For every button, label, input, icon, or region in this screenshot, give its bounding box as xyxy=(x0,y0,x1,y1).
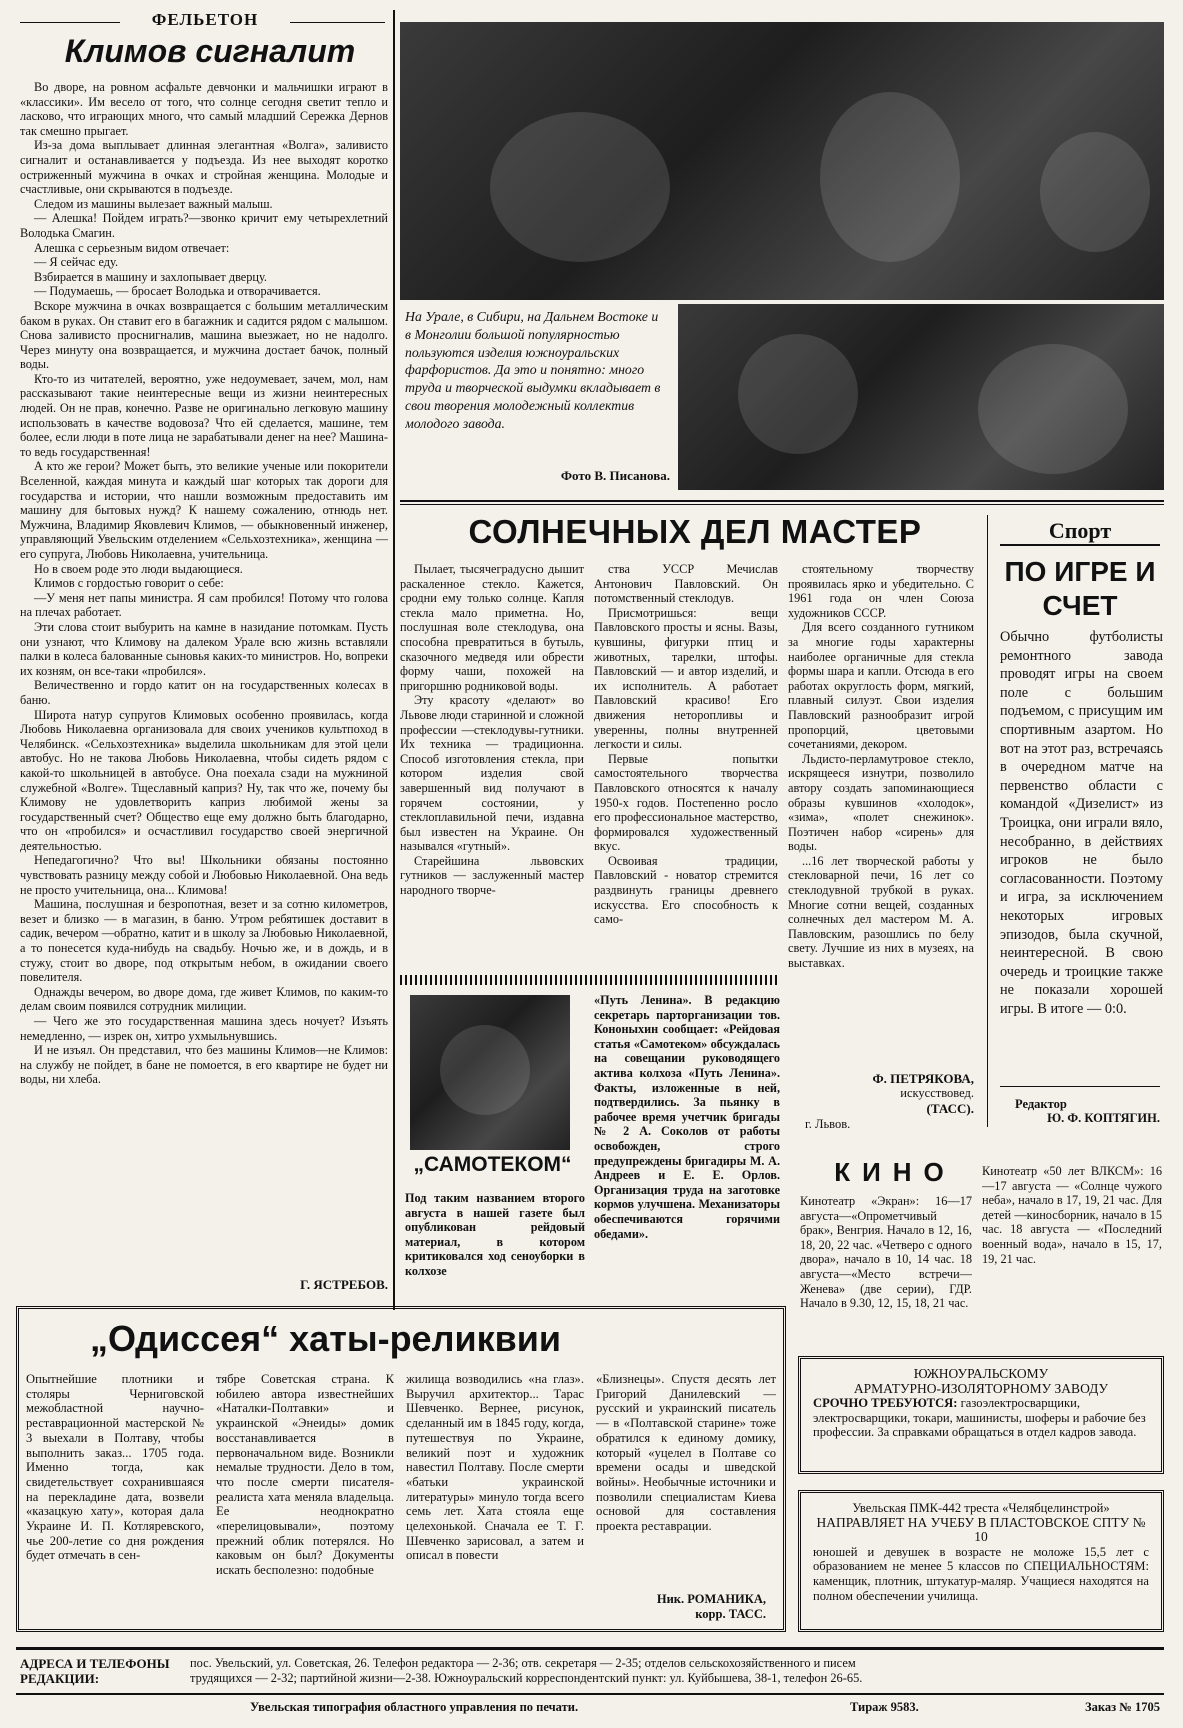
feuilleton-paragraphs-paragraph: Но в своем роде это люди выдающиеся. xyxy=(34,561,243,576)
glass-col2-paragraph: Присмотришься: вещи Павловского просты и ясны. Вазы, кувшины, фигурки птиц и животных, тарелки, штофы. Павловский — и автор изделий, и их исполнитель. А работает Павловский красиво! Его движения неторопливы и уверенны, полны внутренней легкости и силы. xyxy=(594,605,778,752)
samotek-photo xyxy=(410,995,570,1150)
factory-ad-body: газоэлектросварщики, электросварщики, токари, машинисты, шоферы и рабочие без профессии. За справками обращаться в отдел кадров завода. xyxy=(813,1396,1146,1440)
school-ad xyxy=(798,1490,1164,1632)
school-ad-body: юношей и девушек в возрасте не моложе 15,5 лет с образованием не менее 5 классов по СПЕЦИАЛЬНОСТЯМ: каменщик, плотник, штукатур-маляр. Учащиеся находятся на полном обеспечении училища. xyxy=(813,1544,1149,1603)
feuilleton-paragraphs-paragraph: —У меня нет папы министра. Я сам пробился! Потому что голова на плечах работает. xyxy=(20,590,388,620)
kino-col1: Кинотеатр «Экран»: 16—17 августа—«Опрометчивый брак», Венгрия. Начало в 12, 16, 18, 20, 22 час. «Четверо с одного двора», начало в 10, 14 час. 18 августа—«Место встречи—Женева» (две серии), ГДР. Начало в 9.30, 12, 15, 18, 21 час. xyxy=(800,1194,972,1311)
feuilleton-paragraphs-paragraph: Машина, послушная и безропотная, везет и за сотню километров, везет и близко — в магазин, в баню. Утром ребятишек доставит в садик, вечером —обратно, катит и в школу за Любовью Николаевной, а то понесется куда-нибудь на свадьбу. Ночью же, и в дождь, и в стужу, стоит во дворе, под открытым небом, в ожидании своего повелителя. xyxy=(20,897,388,985)
glass-author-role: искусствовед. xyxy=(900,1086,974,1100)
kino-col2: Кинотеатр «50 лет ВЛКСМ»: 16—17 августа — «Солнце чужого неба», начало в 17, 19, 21 час. Для детей —киносборник, начало в 15 час. 18 августа — «Последний военный вода», начало в 15, 17, 19, 21 час. xyxy=(982,1164,1162,1266)
factory-ad xyxy=(798,1356,1164,1474)
odyssey-col1: Опытнейшие плотники и столяры Черниговской межобластной научно-реставрационной мастерской № 3 выехали в Полтаву, чтобы выполнить заказ... 1705 года. Именно тогда, как свидетельствует сохранившаяся на перекладине дата, возвели «казацкую хату», которая дала Украине И. П. Котляревского, чье 200-летие со дня рождения будет отмечать в сен- xyxy=(26,1372,204,1563)
porcelain-photo-top xyxy=(400,22,1164,300)
sport-headline: ПО ИГРЕ И СЧЕТ xyxy=(1004,556,1156,621)
glass-col3-paragraph: ...16 лет творческой работы у стекловарной печи, 16 лет со стеклодувной трубкой в руках. Многие сотни вещей, созданных солнечных дел мастером М. А. Павловским, разошлись по белу свету. Лучшие из них в музеях, на выставках. xyxy=(788,853,974,971)
factory-ad-line3: СРОЧНО ТРЕБУЮТСЯ: xyxy=(813,1396,958,1411)
feuilleton-paragraphs-paragraph: — Алешка! Пойдем играть?—звонко кричит ему четырехлетний Володька Смагин. xyxy=(20,211,388,240)
glass-col1-paragraph: Старейшина львовских гутников — заслуженный мастер народного творче- xyxy=(400,853,584,898)
sport-body: Обычно футболисты ремонтного завода проводят игры на своем поле с большим подъемом, с присущим им спортивным азартом. Но вот на этот раз, встречаясь в очередном матче на первенство области с командой «Дизелист» из Троицка, они играли вяло, несобранно, в действиях игроков не было согласованности. Поэтому и игра, за исключением некоторых игровых эпизодов, была скучной, неинтересной. В свою очередь и троицкие также не показали хорошей игры. В итоге — 0:0. xyxy=(1000,629,1163,1017)
feuilleton-paragraphs-paragraph: Эти слова стоит выбурить на камне в назидание потомкам. Пусть они узнают, что Климову на далеком Урале всю жизнь вставляли палки в колеса балованные сыновья каких-то министров. Но, вопреки их козням, он все-таки «пробился». xyxy=(20,619,388,678)
feuilleton-headline: Климов сигналит xyxy=(64,33,356,69)
feuilleton-paragraphs-paragraph: — Подумаешь, — бросает Володька и отворачивается. xyxy=(34,284,321,299)
odyssey-headline: „Одиссея“ хаты-реликвии xyxy=(90,1318,561,1359)
photo-credit: Фото В. Писанова. xyxy=(560,468,670,483)
glass-agency: (ТАСС). xyxy=(926,1101,974,1116)
feuilleton-paragraphs-paragraph: Однажды вечером, во дворе дома, где живет Климов, по каким-то делам своим появился сотрудник милиции. xyxy=(20,984,388,1014)
odyssey-col4: «Близнецы». Спустя десять лет Григорий Данилевский — русский и украинский писатель — в «Полтавской старине» тоже обратился к единому домику, который «уцелел в Полтаве со времени осады и шведской войны». Необычные источники и позволили специалистам Киева основой для составления проекта реставрации. xyxy=(596,1372,776,1534)
odyssey-author-role: корр. ТАСС. xyxy=(695,1607,766,1621)
feuilleton-paragraphs-paragraph: И не изъял. Он представил, что без машины Климов—не Климов: на службу не пойдет, в бане не помоется, в его квартире не будет ни воды, ни хлеба. xyxy=(20,1043,388,1087)
footer-address-line2: трудящихся — 2-32; партийной жизни—2-38. Южноуральский корреспондентский пункт: ул. Куйбышева, 38-1, телефон 26-65. xyxy=(190,1671,863,1685)
samotek-divider xyxy=(400,975,780,985)
feuilleton-paragraphs-paragraph: Кто-то из читателей, вероятно, уже недоумевает, зачем, мол, нам рассказывают такие неинтересные вещи из жизни неинтересных людей. Он не прав, конечно. Разве не оригинально легковую машину использовать в качестве водовоза? Что ей сделается, машине, тем более, если люди в поте лица не зарабатывали денег на нее? Машина-то ведь государственная! xyxy=(20,371,388,459)
glass-col1-paragraph: Эту красоту «делают» во Львове люди старинной и сложной профессии —стеклодувы-гутники. Их техника — традиционна. Способ изготовления стекла, при котором изделия свой завершенный вид получают в горячем состоянии, у стеклоплавильной печи, издавна был известен на Украине. Он назывался «гутный». xyxy=(400,693,584,854)
feuilleton-paragraphs-paragraph: — Я сейчас еду. xyxy=(34,255,119,270)
factory-ad-line2: АРМАТУРНО-ИЗОЛЯТОРНОМУ ЗАВОДУ xyxy=(853,1380,1109,1396)
samotek-col1: Под таким названием второго августа в нашей газете был опубликован рейдовый материал, в котором критиковался ход сеноуборки в колхозе xyxy=(405,1191,585,1278)
porcelain-photo-bottom xyxy=(678,304,1164,490)
glass-col2-paragraph: Первые попытки самостоятельного творчества Павловского относятся к началу 1950-х годов. Постепенно росло его профессиональное мастерство, формировался художественный вкус. xyxy=(594,751,778,854)
sport-rubric: Спорт xyxy=(1000,518,1160,546)
factory-ad-line1: ЮЖНОУРАЛЬСКОМУ xyxy=(913,1366,1049,1381)
glass-col2 xyxy=(594,562,778,965)
odyssey-author: Ник. РОМАНИКА, xyxy=(656,1592,766,1606)
footer-printer: Увельская типография областного управления по печати. xyxy=(250,1700,579,1714)
photo-caption: На Урале, в Сибири, на Дальнем Востоке и в Монголии большой популярностью пользуются изделия южноуральских фарфористов. Да это и понятно: много труда и творческой выдумки вкладывает в свои творения молодежный коллектив молодого завода. xyxy=(405,309,661,431)
feuilleton-paragraphs-paragraph: Широта натур супругов Климовых особенно проявилась, когда Любовь Николаевна организовала для своих учеников культпоход в Челябинск. «Сельхозтехника» выделила школьникам для этой цели автобус. Но не такова Любовь Николаевна, чтобы сидеть рядом с какой-то школьницей в автобусе. Она поехала сзади на мужниной служебной «Волге». Тщеславный каприз? Ну, так что же, почему бы Климову не удовлетворить каприз любимой жены за государственный счет? Общество еще ему должно быть благодарно, что он «пробился» и осчастливил государство своей энергичной деятельностью. xyxy=(20,707,388,853)
glass-col1 xyxy=(400,562,584,965)
editor-label: Редактор xyxy=(1015,1097,1067,1111)
glass-place: г. Львов. xyxy=(805,1117,851,1131)
editor-name: Ю. Ф. КОПТЯГИН. xyxy=(1047,1111,1160,1125)
feuilleton-paragraphs-paragraph: Из-за дома выплывает длинная элегантная «Волга», заливисто сигналит и останавливается у подъезда. Из нее выходят коротко остриженный мужчина в очках и стройная женщина. Молодые и счастливые, они скрываются в подъезде. xyxy=(20,138,388,197)
glass-headline: СОЛНЕЧНЫХ ДЕЛ МАСТЕР xyxy=(468,513,922,550)
feuilleton-paragraphs-paragraph: Следом из машины вылезает важный малыш. xyxy=(34,196,273,211)
glass-col2-paragraph: ства УССР Мечислав Антонович Павловский. Он потомственный стеклодув. xyxy=(594,562,778,606)
footer-address-line1: пос. Увельский, ул. Советская, 26. Телефон редактора — 2-36; отв. секретаря — 2-35; отделов сельскохозяйственного и писем xyxy=(190,1656,856,1670)
feuilleton-paragraphs-paragraph: Климов с гордостью говорит о себе: xyxy=(34,576,224,591)
feuilleton-paragraphs-paragraph: Вскоре мужчина в очках возвращается с большим металлическим баком в руках. Он ставит его в багажник и садится рядом с малышом. Снова заливисто проснигналив, машина выезжает, но не надолго. Через минуту она возвращается, и мужчина достает бачок, полный воды. xyxy=(20,298,388,372)
glass-col3-paragraph: Для всего созданного гутником за многие годы характерны наиболее органичные для стекла формы шара и капли. Отсюда в его работах округлость форм, мягкий, плавный силуэт. Свои изделия Павловский разнообразит игрой пропорций, цветовыми сочетаниями, декором. xyxy=(788,620,974,752)
feuilleton-paragraphs-paragraph: Величественно и гордо катит он на государственных колесах в баню. xyxy=(20,678,388,707)
odyssey-col3: жилища возводились «на глаз». Выручил архитектор... Тарас Шевченко. Вернее, рисунок, сделанный им в 1845 году, когда, путешествуя по Украине, великий поэт и художник навестил Полтаву. После смерти «батьки украинской литературы» минуло тогда всего семь лет. Хата стояла еще целехонькой. Сначала ее Т. Г. Шевченко зарисовал, а затем и описал в повести xyxy=(406,1372,584,1563)
feuilleton-author: Г. ЯСТРЕБОВ. xyxy=(300,1277,388,1292)
footer-circulation: Тираж 9583. xyxy=(850,1700,919,1714)
feuilleton-paragraphs-paragraph: Непедагогично? Что вы! Школьники обязаны постоянно чувствовать разницу между собой и Любовью Николаевной. Она ведь не просто учительница, она... Климова! xyxy=(20,853,388,897)
school-ad-line2: НАПРАВЛЯЕТ НА УЧЕБУ В ПЛАСТОВСКОЕ СПТУ № 10 xyxy=(816,1514,1146,1545)
school-ad-line1: Увельская ПМК-442 треста «Челябцелинстрой» xyxy=(852,1501,1110,1515)
glass-col3 xyxy=(788,562,974,1077)
kino-headline: КИНО xyxy=(834,1157,956,1187)
feuilleton-paragraphs-paragraph: Алешка с серьезным видом отвечает: xyxy=(34,240,230,255)
glass-col3-paragraph: Льдисто-перламутровое стекло, искрящееся изнутри, позволило автору создать запоминающиеся образы кувшинов «холодок», «зима», «полет снежинок». Поэтичен набор «сирень» для воды. xyxy=(788,751,974,854)
samotek-col2: «Путь Ленина». В редакцию секретарь парторганизации тов. Кононыхин сообщает: «Рейдовая статья «Самотеком» обсуждалась на совещании руководящего актива колхоза «Путь Ленина». Факты, изложенные в ней, подтвердились. За пьянку в рабочее время учетчик бригады № 2 А. Соколов от работы освобожден, строго предупреждены бригадиры М. А. Андреев и Е. Е. Орлов. Организация труда на заготовке кормов улучшена. Механизаторы обеспечиваются горячими обедами». xyxy=(594,993,780,1241)
feuilleton-paragraphs-paragraph: Во дворе, на ровном асфальте девчонки и мальчишки играют в «классики». Им весело от того, что солнце сегодня светит тепло и ласково, что играющих много, что самый младший Сережка Дернов так смешно прыгает. xyxy=(20,80,388,138)
feuilleton-paragraphs-paragraph: — Чего же это государственная машина здесь ночует? Изъять немедленно, — изрек он, хитро ухмыльнувшись. xyxy=(20,1014,388,1043)
feuilleton-rubric: ФЕЛЬЕТОН xyxy=(151,10,259,29)
feuilleton-body xyxy=(20,80,388,1270)
odyssey-col2: тябре Советская страна. К юбилею автора известнейших «Наталки-Полтавки» и украинской «Энеиды» домик восстанавливается в первоначальном виде. Возникли немалые трудности. Дело в том, что после смерти писателя-реалиста хата меняла владельца. Ее неоднократно «перелицовывали», поэтому прежний облик потерялся. Но каковым он был? Документы искать бесполезно: подобные xyxy=(216,1372,394,1578)
glass-author: Ф. ПЕТРЯКОВА, xyxy=(872,1071,974,1086)
feuilleton-paragraphs-paragraph: Взбирается в машину и захлопывает дверцу. xyxy=(34,269,267,284)
feuilleton-paragraphs-paragraph: А кто же герои? Может быть, это великие ученые или покорители Вселенной, каждая минута и каждый шаг которых так дороги для государства и истории, что нашли возможным предоставить им машину для бытовых нужд? К нашему сожалению, отнюдь нет. Мужчина, Владимир Яковлевич Климов, — обыкновенный инженер, управляющий Увельским отделением «Сельхозтехника», женщина — его супруга, Любовь Николаевна, учительница. xyxy=(20,459,388,561)
glass-col1-paragraph: Пылает, тысячеградусно дышит раскаленное стекло. Кажется, сродни ему только солнце. Капля стекла мало приметна. Но, послушная воле стеклодува, она способна превратиться в бутыль, сказочного медведя или обрести форму чаши, похожей на пригоршню родниковой воды. xyxy=(400,562,584,693)
glass-col2-paragraph: Освоивая традиции, Павловский - новатор стремится раздвинуть границы древнего искусства. Его способность к само- xyxy=(594,853,778,927)
footer-address-label: АДРЕСА И ТЕЛЕФОНЫ РЕДАКЦИИ: xyxy=(20,1656,170,1686)
samotek-headline: „САМОТЕКОМ“ xyxy=(413,1153,572,1176)
footer-order: Заказ № 1705 xyxy=(1085,1700,1160,1714)
glass-col3-paragraph: стоятельному творчеству проявилась ярко и убедительно. С 1961 года он член Союза художников СССР. xyxy=(788,562,974,620)
